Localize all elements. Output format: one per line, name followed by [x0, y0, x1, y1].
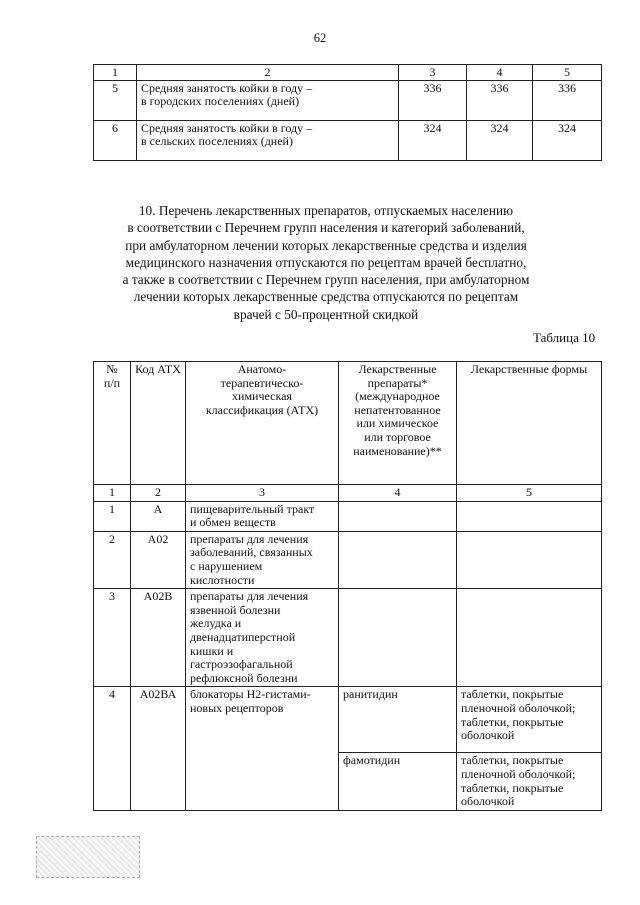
- classification-line: с нарушением: [190, 558, 263, 573]
- row-number: 6: [94, 121, 137, 161]
- header-line: Лекарственные: [358, 362, 437, 376]
- column-number: 5: [457, 485, 602, 502]
- column-number: 1: [94, 65, 137, 81]
- column-number: 4: [339, 485, 457, 502]
- page-number: 62: [313, 31, 327, 45]
- heading-line: медицинского назначения отпускаются по рецептам врачей бесплатно,: [125, 254, 527, 270]
- row-number: 3: [94, 589, 131, 687]
- classification-line: препараты для лечения: [190, 589, 309, 604]
- classification-line: язвенной болезни: [190, 602, 281, 617]
- header-drugs: [339, 362, 457, 485]
- column-number: 3: [186, 485, 339, 502]
- classification-line: пищеварительный тракт: [190, 501, 315, 516]
- header-line: или химическое: [356, 416, 439, 431]
- header-line: Лекарственные формы: [470, 362, 588, 376]
- table-row: [94, 687, 602, 753]
- table-row: [94, 531, 602, 588]
- value-cell: 336: [533, 81, 602, 121]
- header-line: наименование)**: [353, 443, 442, 458]
- drug-cell: [339, 589, 457, 687]
- indicator-name-line: в городских поселениях (дней): [141, 94, 300, 108]
- classification-line: кишки и: [190, 643, 234, 658]
- atc-classification: [186, 501, 339, 531]
- heading-line: врачей с 50-процентной скидкой: [233, 306, 419, 322]
- value-cell: 324: [533, 121, 602, 161]
- row-number: 5: [94, 81, 137, 121]
- table-header-row: [94, 65, 602, 81]
- heading-line: в соответствии с Перечнем групп населения и категорий заболеваний,: [127, 220, 525, 236]
- drug-list-table: [93, 361, 602, 811]
- header-classification: [186, 362, 339, 485]
- header-line: препараты*: [367, 375, 428, 390]
- atc-classification: [186, 589, 339, 687]
- dosage-form-line: пленочной оболочкой;: [461, 766, 576, 781]
- column-number: 2: [137, 65, 399, 81]
- value-cell: 324: [399, 121, 467, 161]
- column-numbers-row: [94, 485, 602, 502]
- column-number: 4: [467, 65, 533, 81]
- classification-line: и обмен веществ: [190, 515, 276, 530]
- indicator-name-line: Средняя занятость койки в году –: [141, 121, 313, 135]
- header-line: (международное: [355, 389, 440, 404]
- dosage-form-cell: [457, 687, 602, 753]
- atc-code: А02: [131, 531, 186, 588]
- row-number: 4: [94, 687, 131, 810]
- atc-code: А: [131, 501, 186, 531]
- heading-line: лечении которых лекарственные средства отпускаются по рецептам: [133, 289, 519, 305]
- drug-name: фамотидин: [339, 753, 457, 810]
- section-heading: [100, 202, 552, 323]
- dosage-form-cell: [457, 531, 602, 588]
- atc-code: А02В: [131, 589, 186, 687]
- dosage-form-cell: [457, 589, 602, 687]
- classification-line: кислотности: [190, 572, 255, 587]
- table-row: [94, 81, 602, 121]
- column-number: 5: [533, 65, 602, 81]
- dosage-form-line: таблетки, покрытые: [461, 753, 564, 768]
- classification-line: двенадцатиперстной: [190, 629, 296, 644]
- value-cell: 336: [399, 81, 467, 121]
- dosage-form-cell: [457, 753, 602, 810]
- header-line: непатентованное: [354, 402, 441, 417]
- indicator-name-line: Средняя занятость койки в году –: [141, 81, 313, 95]
- classification-line: препараты для лечения: [190, 531, 309, 546]
- dosage-form-line: таблетки, покрытые: [461, 714, 564, 729]
- dosage-form-line: оболочкой: [461, 794, 515, 809]
- value-cell: 336: [467, 81, 533, 121]
- dosage-form-line: таблетки, покрытые: [461, 687, 564, 702]
- indicator-name: [137, 81, 399, 121]
- table-row: [94, 121, 602, 161]
- atc-classification: [186, 687, 339, 810]
- classification-line: рефлюксной болезни: [190, 670, 298, 685]
- row-number: 1: [94, 501, 131, 531]
- bed-occupancy-table: [93, 64, 602, 161]
- heading-line: а также в соответствии с Перечнем групп населения, при амбулаторном: [122, 272, 530, 288]
- atc-classification: [186, 531, 339, 588]
- dosage-form-line: таблетки, покрытые: [461, 780, 564, 795]
- header-line: Код АТХ: [135, 362, 181, 376]
- classification-line: новых рецепторов: [190, 700, 284, 715]
- table-row: [94, 589, 602, 687]
- classification-line: гастроэзофагальной: [190, 657, 293, 672]
- header-line: классификация (АТХ): [205, 402, 319, 417]
- header-line: Анатомо-: [237, 362, 287, 376]
- atc-code: А02ВА: [131, 687, 186, 810]
- header-dosage-forms: [457, 362, 602, 485]
- indicator-name-line: в сельских поселениях (дней): [141, 134, 293, 148]
- column-number: 1: [94, 485, 131, 502]
- header-line: №: [106, 362, 118, 376]
- drug-cell: [339, 501, 457, 531]
- column-number: 3: [399, 65, 467, 81]
- dosage-form-line: оболочкой: [461, 728, 515, 743]
- classification-line: блокаторы Н2-гистами-: [190, 687, 311, 702]
- header-atc-code: [131, 362, 186, 485]
- indicator-name: [137, 121, 399, 161]
- drug-cell: [339, 531, 457, 588]
- header-number: [94, 362, 131, 485]
- header-line: п/п: [103, 375, 121, 390]
- dosage-form-line: пленочной оболочкой;: [461, 700, 576, 715]
- table-caption: Таблица 10: [533, 330, 596, 345]
- column-number: 2: [131, 485, 186, 502]
- header-line: терапевтическо-: [220, 375, 304, 390]
- heading-line: при амбулаторном лечении которых лекарственные средства и изделия: [125, 237, 527, 253]
- dosage-form-cell: [457, 501, 602, 531]
- heading-line: 10. Перечень лекарственных препаратов, отпускаемых населению: [138, 203, 514, 218]
- classification-line: желудка и: [190, 616, 242, 631]
- header-line: химическая: [232, 389, 292, 404]
- classification-line: заболеваний, связанных: [190, 545, 313, 560]
- table-header-row: [94, 362, 602, 485]
- table-row: [94, 501, 602, 531]
- value-cell: 324: [467, 121, 533, 161]
- drug-name: ранитидин: [339, 687, 457, 753]
- row-number: 2: [94, 531, 131, 588]
- faded-stamp: [36, 836, 140, 878]
- header-line: или торговое: [364, 429, 431, 444]
